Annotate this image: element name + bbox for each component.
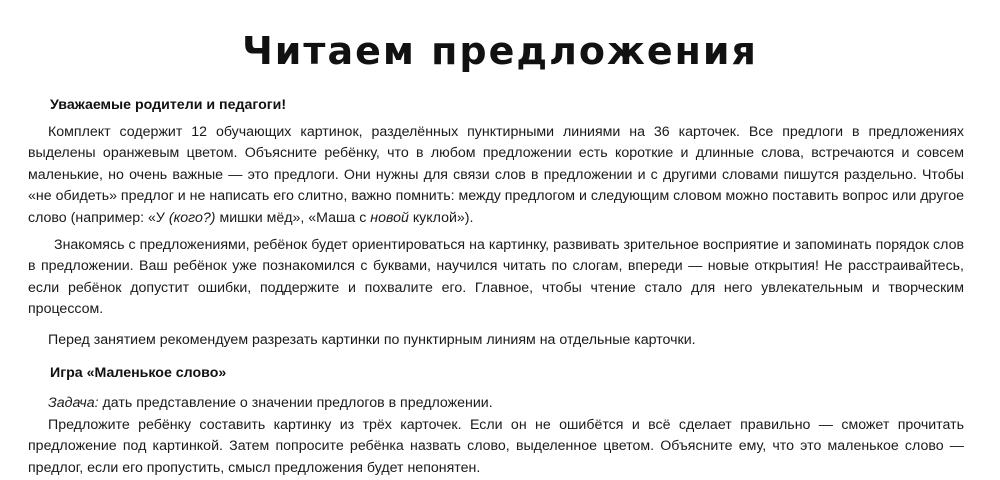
task-label: Задача: xyxy=(48,395,99,412)
example-end: куклой»). xyxy=(408,209,474,226)
intro-paragraph xyxy=(28,122,964,230)
example-word: новой xyxy=(370,209,409,226)
greeting-heading: Уважаемые родители и педагоги! xyxy=(50,97,287,113)
example-text: мишки мёд», «Маша с xyxy=(215,209,371,226)
intro-text: Комплект содержит 12 обучающих картинок, разделённых пунктирными линиями на 36 карточек. Все предлоги в предложениях выделены оранжевым цветом. Объясните ребёнку, что в любом предложении есть короткие и длинные слова, встречаются и совсем маленькие, но очень важные — это предлоги. Они нужны для связи слов в предложении и с другими словами пишутся раздельно. Чтобы «не обидеть» предлог и не написать его слитно, важно помнить: между предлогом и следующим словом можно поставить вопрос или другое слово (например: «У xyxy=(28,123,964,226)
learning-paragraph: Знакомясь с предложениями, ребёнок будет ориентироваться на картинку, развивать зрительное восприятие и запоминать порядок слов в предложении. Ваш ребёнок уже познакомился с буквами, научился читать по слогам, впереди — новые открытия! Не расстраивайтесь, если ребёнок допустит ошибки, поддержите и похвалите его. Главное, чтобы чтение стало для него увлекательным и творческим процессом. xyxy=(28,236,964,318)
preparation-paragraph: Перед занятием рекомендуем разрезать картинки по пунктирным линиям на отдельные карточки. xyxy=(48,331,696,348)
example-question: (кого?) xyxy=(168,209,216,226)
game-heading: Игра «Маленькое слово» xyxy=(50,364,227,381)
task-text: дать представление о значении предлогов в предложении. xyxy=(98,395,493,412)
page-title: Читаем предложения xyxy=(242,29,758,73)
game-instructions-paragraph: Предложите ребёнку составить картинку из трёх карточек. Если он не ошибётся и всё сделает правильно — сможет прочитать предложение под картинкой. Затем попросите ребёнка назвать слово, выделенное цветом. Объясните ему, что это маленькое слово — предлог, если его пропустить, смысл предложения будет непонятен. xyxy=(28,416,964,476)
instruction-text xyxy=(28,95,964,480)
task-paragraph xyxy=(28,393,964,415)
